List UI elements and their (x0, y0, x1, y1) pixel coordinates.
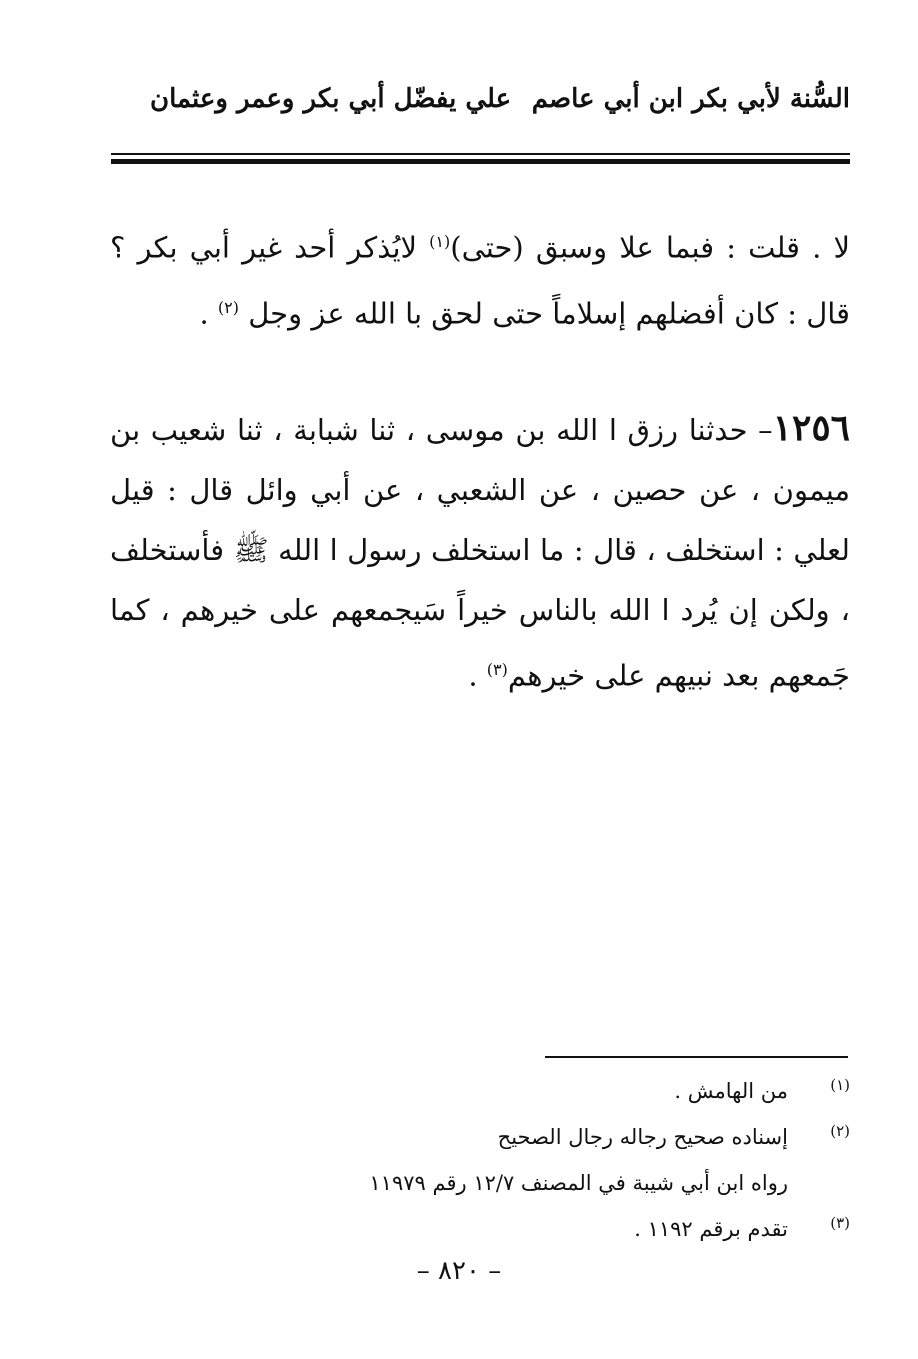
footnote-text: إسناده صحيح رجاله رجال الصحيح (497, 1125, 788, 1149)
running-header (110, 84, 850, 124)
footnote-ref: (١) (429, 232, 451, 251)
footnotes (330, 1068, 850, 1252)
text-end: . (199, 296, 218, 331)
footnote (330, 1068, 850, 1114)
text-line: لايُذكر أحد غير أبي بكر ؟ قال : (110, 230, 850, 331)
footnote-rule (545, 1056, 848, 1058)
footnote-text: من الهامش . (674, 1079, 788, 1103)
book-title: السُّنة لأبي بكر ابن أبي عاصم (531, 84, 850, 114)
footnote-text: رواه ابن أبي شيبة في المصنف ١٢/٧ رقم ١١٩٧٩ (369, 1171, 788, 1195)
header-rule-thin (111, 153, 850, 155)
header-rule-thick (111, 159, 850, 164)
hadith-paragraph (110, 398, 850, 706)
hadith-text: – حدثنا رزق ا الله بن موسى ، ثنا شبابة ، ثنا شعيب بن ميمون ، عن حصين ، عن الشعبي ، عن أبي وائل قال : قيل لعلي : استخلف ، قال : ما استخلف رسول ا الله ﷺ فأستخلف ، ولكن إن يُرد ا الله بالناس خيراً سَيجمعهم على خيرهم ، كما جَمعهم بعد نبيهم على خيرهم (110, 413, 850, 693)
footnote (330, 1114, 850, 1160)
footnote (330, 1160, 850, 1206)
text-end: . (468, 658, 487, 693)
footnote-mark: (٢) (830, 1122, 850, 1140)
text-line: كان أفضلهم إسلاماً حتى لحق با الله عز وجل (239, 296, 779, 331)
paragraph-continued (110, 212, 850, 343)
hadith-number: ١٢٥٦ (772, 407, 850, 449)
footnote (330, 1206, 850, 1252)
footnote-ref: (٣) (486, 660, 508, 679)
chapter-title: علي يفضّل أبي بكر وعمر وعثمان (150, 84, 512, 114)
footnote-text: تقدم برقم ١١٩٢ . (634, 1217, 788, 1241)
footnote-ref: (٢) (217, 297, 239, 317)
footnote-mark: (٣) (830, 1214, 850, 1232)
footnote-mark: (١) (830, 1076, 850, 1094)
text-line: لا . قلت : فبما علا وسبق (حتى) (450, 230, 850, 265)
page-number: – ٨٢٠ – (416, 1256, 502, 1286)
